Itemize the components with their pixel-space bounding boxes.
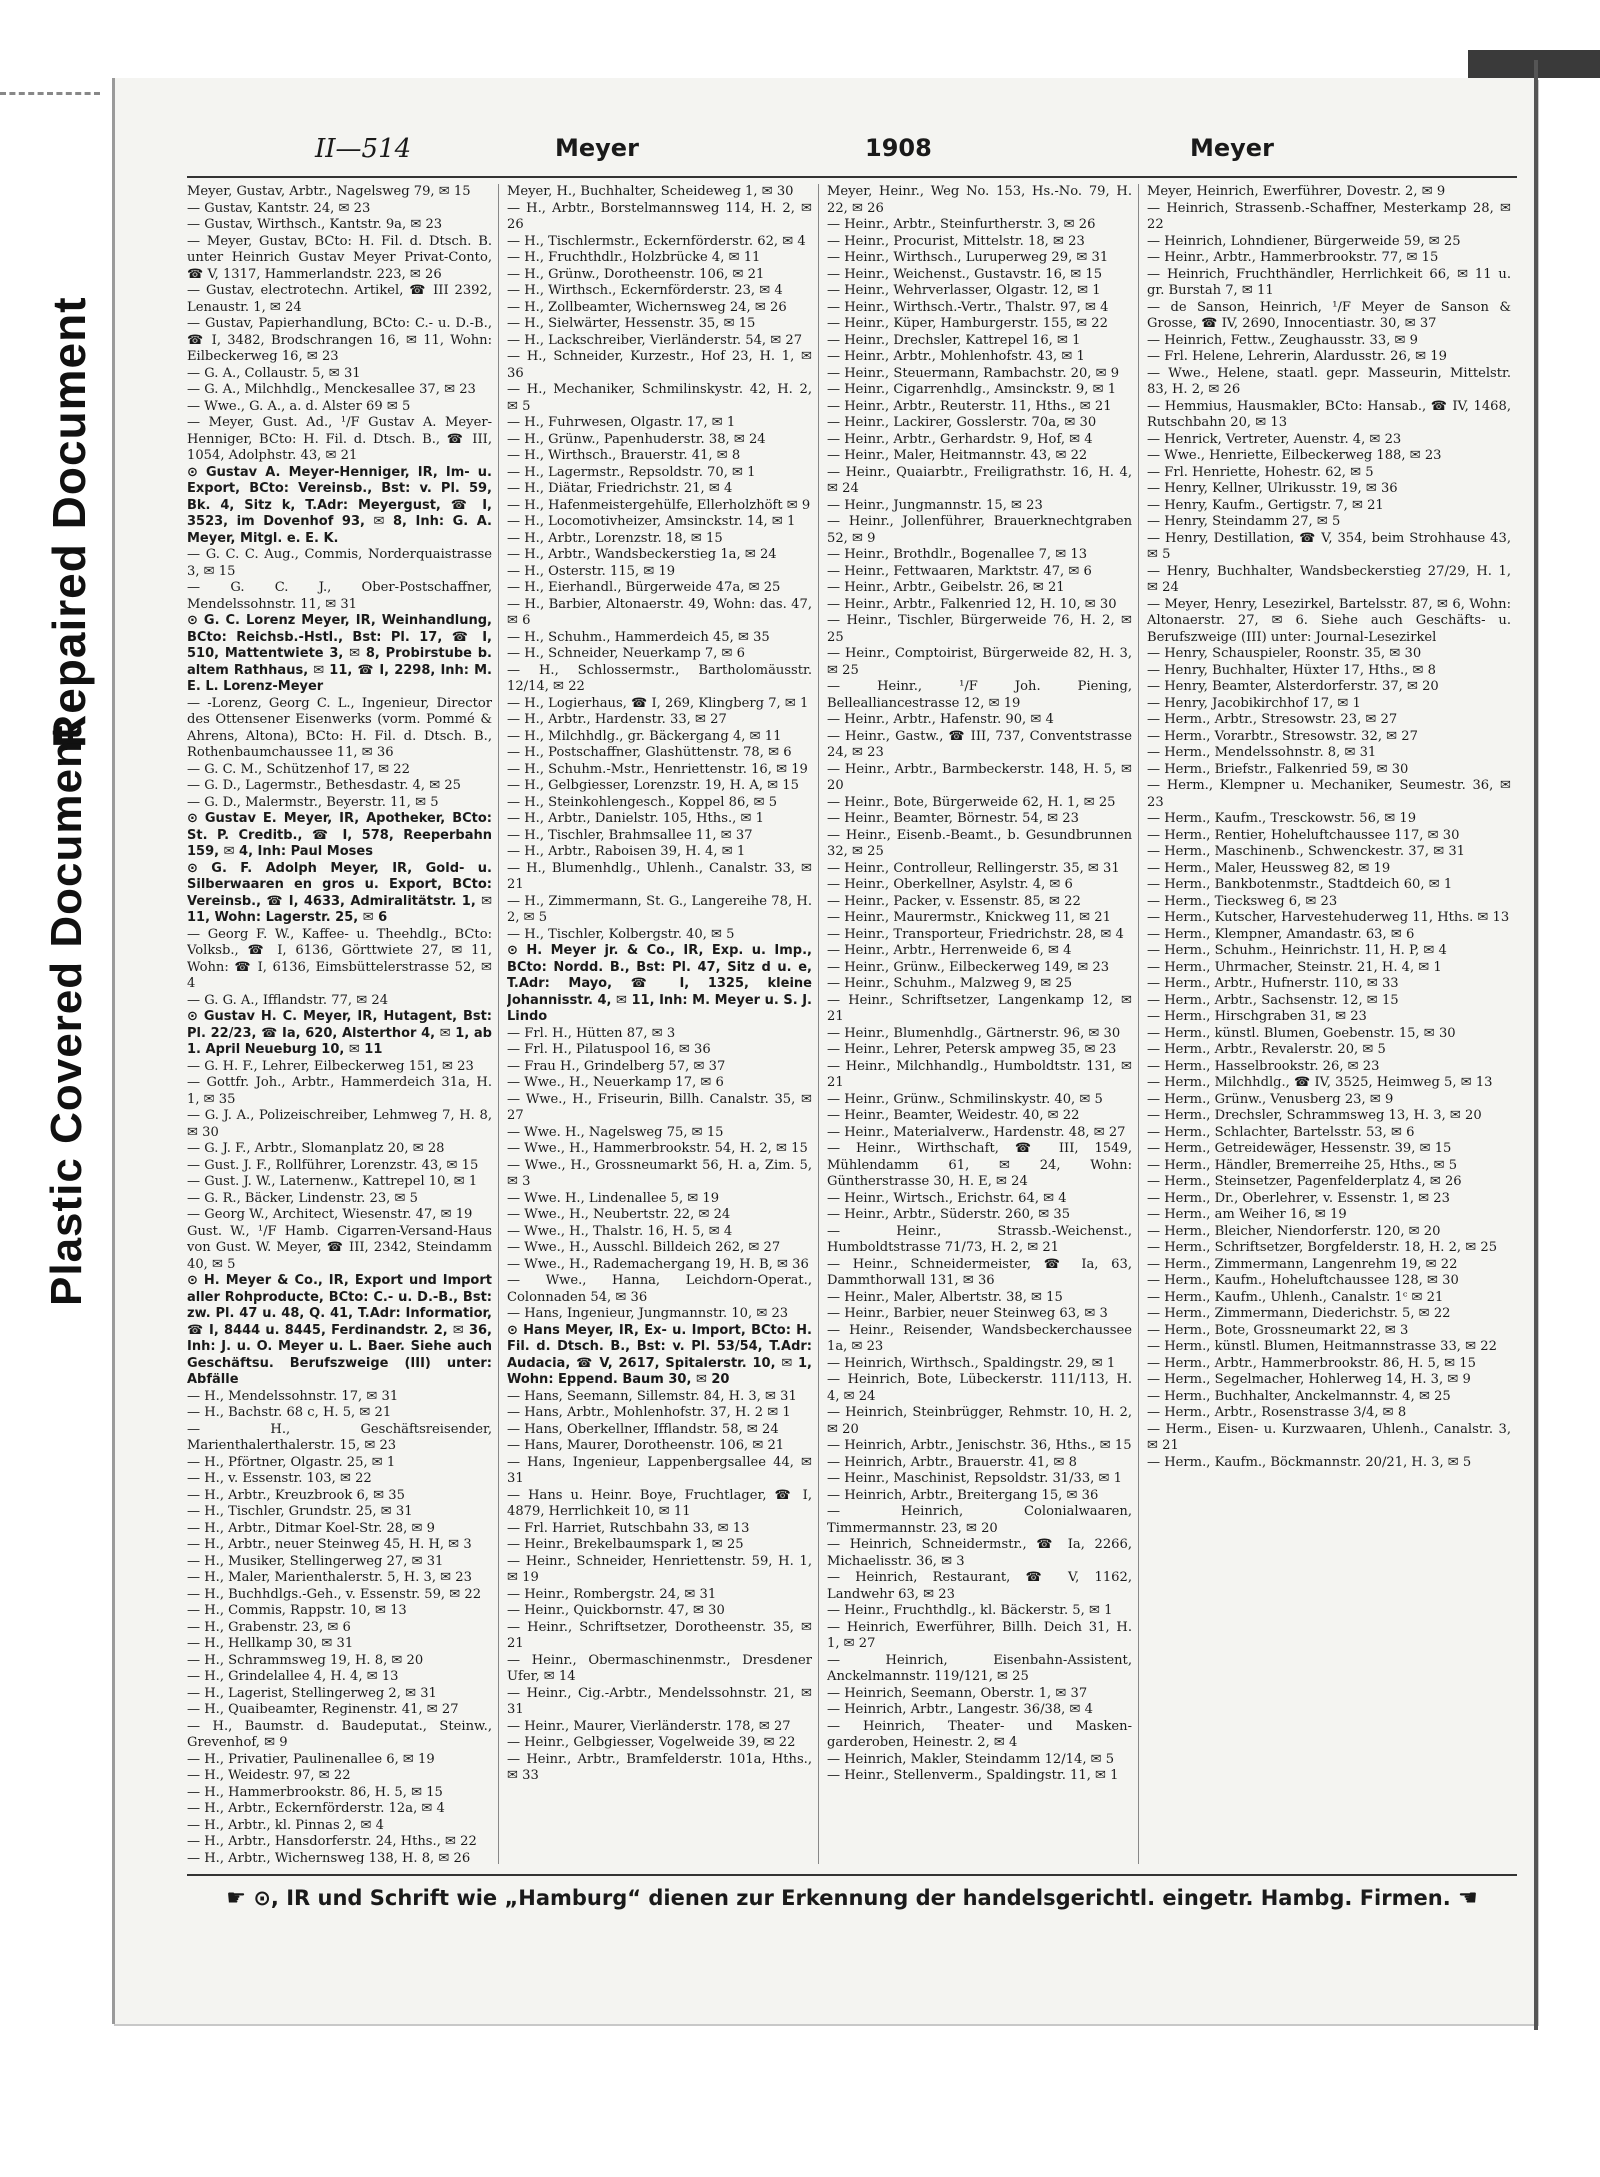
- directory-entry: — Heinr., Comptoirist, Bürgerweide 82, H. 3, ✉ 25: [827, 646, 1132, 678]
- directory-entry: — Frl. Helene, Lehrerin, Alardusstr. 26, ✉ 19: [1147, 349, 1447, 364]
- directory-entry: — Heinr., Barbier, neuer Steinweg 63, ✉ 3: [827, 1306, 1108, 1321]
- directory-entry: — Herm., Briefstr., Falkenried 59, ✉ 30: [1147, 761, 1409, 777]
- directory-entry: — Gustav, Wirthsch., Kantstr. 9a, ✉ 23: [187, 217, 443, 232]
- directory-entry: — Heinr., Eisenb.-Beamt., b. Gesundbrunnen 32, ✉ 25: [827, 827, 1132, 859]
- directory-entry: — Heinr., Schriftsetzer, Langenkamp 12, ✉ 21: [827, 992, 1132, 1024]
- directory-entry: — Frl. Henriette, Hohestr. 62, ✉ 5: [1147, 464, 1374, 480]
- directory-entry: — Henry, Beamter, Alsterdorferstr. 37, ✉ 20: [1147, 679, 1439, 694]
- directory-entry: — Gust. J. F., Rollführer, Lorenzstr. 43, ✉ 15: [187, 1157, 479, 1173]
- header-left-word: Meyer: [555, 134, 639, 162]
- directory-entry: — Heinr., Brothdlr., Bogenallee 7, ✉ 13: [827, 547, 1088, 562]
- directory-entry: — Henry, Buchhalter, Hüxter 17, Hths., ✉ 8: [1147, 662, 1436, 678]
- directory-entry: — Heinr., Reisender, Wandsbeckerchaussee 1a, ✉ 23: [827, 1322, 1132, 1354]
- directory-entry: — Herm., Arbtr., Stresowstr. 23, ✉ 27: [1147, 712, 1398, 727]
- directory-entry: — Herm., am Weiher 16, ✉ 19: [1147, 1207, 1347, 1222]
- directory-entry: — H., v. Essenstr. 103, ✉ 22: [187, 1471, 372, 1486]
- directory-entry: — Frau H., Grindelberg 57, ✉ 37: [507, 1058, 726, 1074]
- directory-entry: — Georg W., Architect, Wiesenstr. 47, ✉ 19: [187, 1207, 473, 1222]
- directory-entry: — Herm., künstl. Blumen, Goebenstr. 15, ✉ 30: [1147, 1025, 1456, 1041]
- directory-entry: — Heinrich, Lohndiener, Bürgerweide 59, ✉ 25: [1147, 233, 1461, 249]
- directory-entry: — Heinrich, Eisenbahn-Assistent, Anckelmannstr. 119/121, ✉ 25: [827, 1652, 1132, 1684]
- directory-entry: — Gustav, electrotechn. Artikel, ☎ III 2392, Lenaustr. 1, ✉ 24: [187, 283, 492, 315]
- directory-entry: — H., Locomotivheizer, Amsinckstr. 14, ✉ 1: [507, 514, 796, 529]
- directory-entry: — Heinr., Rombergstr. 24, ✉ 31: [507, 1586, 717, 1602]
- directory-entry: — H., Arbtr., Kreuzbrook 6, ✉ 35: [187, 1487, 405, 1503]
- directory-entry: — Herm., Kaufm., Uhlenh., Canalstr. 1ᶜ ✉ 21: [1147, 1289, 1444, 1305]
- directory-entry: — Heinr., Obermaschinenmstr., Dresdener Ufer, ✉ 14: [507, 1652, 812, 1684]
- directory-entry: — Heinr., Maurer, Vierländerstr. 178, ✉ 27: [507, 1718, 791, 1734]
- directory-entry: — Wwe., H., Hammerbrookstr. 54, H. 2, ✉ 15: [507, 1141, 808, 1156]
- directory-entry: Gust. W., ¹/F Hamb. Cigarren-Versand-Haus von Gust. W. Meyer, ☎ III, 2342, Steindamm 40, ✉ 5: [187, 1223, 492, 1272]
- directory-entry: — Henrick, Vertreter, Auenstr. 4, ✉ 23: [1147, 431, 1402, 447]
- directory-entry: — Henry, Kaufm., Gertigstr. 7, ✉ 21: [1147, 497, 1384, 513]
- directory-entry: — Herm., Zimmermann, Diederichstr. 5, ✉ 22: [1147, 1306, 1451, 1321]
- directory-entry: — Heinrich, Bote, Lübeckerstr. 111/113, H. 4, ✉ 24: [827, 1372, 1132, 1404]
- directory-entry: — H., Eierhandl., Bürgerweide 47a, ✉ 25: [507, 580, 781, 595]
- directory-entry: Meyer, Gustav, Arbtr., Nagelsweg 79, ✉ 15: [187, 184, 471, 199]
- directory-entry: — Heinr., Procurist, Mittelstr. 18, ✉ 23: [827, 233, 1085, 249]
- directory-entry: — Herm., Arbtr., Revalerstr. 20, ✉ 5: [1147, 1042, 1386, 1057]
- directory-entry: — H., Pförtner, Olgastr. 25, ✉ 1: [187, 1454, 396, 1470]
- directory-entry: — H., Lagermstr., Repsoldstr. 70, ✉ 1: [507, 464, 756, 480]
- directory-entry: — H., Musiker, Stellingerweg 27, ✉ 31: [187, 1553, 444, 1569]
- directory-entry: — Hans u. Heinr. Boye, Fruchtlager, ☎ I, 4879, Herrlichkeit 10, ✉ 11: [507, 1487, 812, 1519]
- column-4: [1147, 184, 1517, 1864]
- directory-entry: — Heinr., Arbtr., Gerhardstr. 9, Hof, ✉ 4: [827, 431, 1093, 447]
- directory-entry: — Heinr., Wirthschaft, ☎ III, 1549, Mühlendamm 61, ✉ 24, Wohn: Güntherstrasse 30, H. E, ✉ 24: [827, 1141, 1132, 1189]
- directory-entry: — Henry, Steindamm 27, ✉ 5: [1147, 514, 1341, 529]
- directory-entry: — Henry, Kellner, Ulrikusstr. 19, ✉ 36: [1147, 481, 1398, 496]
- directory-entry: — Herm., Klempner u. Mechaniker, Seumestr. 36, ✉ 23: [1147, 778, 1511, 810]
- directory-entry: — H., Schneider, Kurzestr., Hof 23, H. 1, ✉ 36: [507, 349, 812, 381]
- directory-entry: — Herm., Hasselbrookstr. 26, ✉ 23: [1147, 1058, 1380, 1074]
- directory-entry: — H., Steinkohlengesch., Koppel 86, ✉ 5: [507, 794, 778, 810]
- directory-entry: — Heinr., Maurermstr., Knickweg 11, ✉ 21: [827, 910, 1111, 925]
- directory-entry: — Meyer, Gust. Ad., ¹/F Gustav A. Meyer-Henniger, BCto: H. Fil. d. Dtsch. B., ☎ III, 1054, Adolphstr. 43, ✉ 21: [187, 415, 492, 463]
- directory-entry: — Herm., Bleicher, Niendorferstr. 120, ✉ 20: [1147, 1223, 1441, 1239]
- directory-entry: — Herm., Kaufm., Tresckowstr. 56, ✉ 19: [1147, 811, 1417, 826]
- page-right-edge: [1534, 60, 1538, 2030]
- directory-entry: — Hans, Oberkellner, Ifflandstr. 58, ✉ 24: [507, 1421, 779, 1437]
- directory-entry: — G. G. A., Ifflandstr. 77, ✉ 24: [187, 992, 389, 1008]
- directory-entry: — Heinrich, Arbtr., Langestr. 36/38, ✉ 4: [827, 1702, 1093, 1717]
- page-number: II—514: [315, 134, 412, 164]
- directory-entry: — Herm., Vorarbtr., Stresowstr. 32, ✉ 27: [1147, 728, 1418, 744]
- directory-entry: — H., Arbtr., Raboisen 39, H. 4, ✉ 1: [507, 844, 746, 859]
- directory-columns: [187, 184, 1517, 1864]
- directory-entry: — Heinr., Schriftsetzer, Dorotheenstr. 35, ✉ 21: [507, 1619, 812, 1651]
- directory-entry: — H., Barbier, Altonaerstr. 49, Wohn: das. 47, ✉ 6: [507, 596, 812, 628]
- directory-entry: — H., Hafenmeistergehülfe, Ellerholzhöft ✉ 9: [507, 497, 811, 513]
- directory-entry: — Herm., Grünw., Venusberg 23, ✉ 9: [1147, 1091, 1394, 1107]
- directory-entry: — Herm., Milchhdlg., ☎ IV, 3525, Heimweg 5, ✉ 13: [1147, 1075, 1493, 1090]
- side-label-panel: [0, 120, 110, 1306]
- directory-entry: — H., Grabenstr. 23, ✉ 6: [187, 1619, 351, 1635]
- directory-entry: — Gottfr. Joh., Arbtr., Hammerdeich 31a, H. 1, ✉ 35: [187, 1075, 492, 1107]
- directory-entry: — G. H. F., Lehrer, Eilbeckerweg 151, ✉ 23: [187, 1058, 474, 1074]
- directory-entry: — Heinrich, Ewerführer, Billh. Deich 31, H. 1, ✉ 27: [827, 1619, 1132, 1651]
- directory-entry: — Wwe., H., Rademachergang 19, H. B, ✉ 36: [507, 1256, 809, 1272]
- directory-entry: — H., Arbtr., Hansdorferstr. 24, Hths., ✉ 22: [187, 1834, 477, 1849]
- directory-entry: — Wwe., H., Friseurin, Billh. Canalstr. 35, ✉ 27: [507, 1091, 812, 1123]
- directory-entry: — Wwe. H., Nagelsweg 75, ✉ 15: [507, 1124, 724, 1140]
- directory-entry: — Henry, Schauspieler, Roonstr. 35, ✉ 30: [1147, 646, 1422, 661]
- footer-rule: [187, 1874, 1517, 1876]
- directory-entry: — H., Grünw., Dorotheenstr. 106, ✉ 21: [507, 266, 765, 282]
- directory-entry: Meyer, H., Buchhalter, Scheideweg 1, ✉ 30: [507, 184, 794, 199]
- directory-entry: — Heinr., Bote, Bürgerweide 62, H. 1, ✉ 25: [827, 794, 1116, 810]
- directory-entry: — Wwe., G. A., a. d. Alster 69 ✉ 5: [187, 398, 411, 414]
- directory-entry: — Henry, Buchhalter, Wandsbeckerstieg 27/29, H. 1, ✉ 24: [1147, 563, 1511, 595]
- directory-entry: — Wwe., H., Neuerkamp 17, ✉ 6: [507, 1075, 724, 1090]
- directory-entry: — Heinr., Lackirer, Gosslerstr. 70a, ✉ 30: [827, 415, 1097, 430]
- directory-entry: — Heinr., Drechsler, Kattrepel 16, ✉ 1: [827, 332, 1081, 348]
- side-label-plastic-covered: Plastic Covered Document: [42, 724, 91, 1306]
- directory-entry: — G. A., Collaustr. 5, ✉ 31: [187, 365, 361, 381]
- page-footer: [187, 1886, 1517, 1922]
- directory-entry: — G. D., Malermstr., Beyerstr. 11, ✉ 5: [187, 794, 439, 810]
- directory-entry: — Wwe. H., Lindenallee 5, ✉ 19: [507, 1190, 720, 1206]
- directory-entry: — H., Schuhm., Hammerdeich 45, ✉ 35: [507, 629, 770, 645]
- directory-entry: — Wwe., H., Grossneumarkt 56, H. a, Zim. 5, ✉ 3: [507, 1157, 812, 1189]
- directory-entry: — Heinr., Fettwaaren, Marktstr. 47, ✉ 6: [827, 563, 1092, 579]
- directory-entry: — Heinr., Schneidermeister, ☎ Ia, 63, Dammthorwall 131, ✉ 36: [827, 1256, 1132, 1288]
- directory-entry: — H., Blumenhdlg., Uhlenh., Canalstr. 33, ✉ 21: [507, 860, 812, 892]
- directory-entry: — Heinr., Arbtr., Mohlenhofstr. 43, ✉ 1: [827, 349, 1085, 364]
- directory-entry: — Heinr., Küper, Hamburgerstr. 155, ✉ 22: [827, 316, 1108, 331]
- dashed-edge-marker: [0, 92, 100, 95]
- directory-entry: — Heinr., Wirthsch.-Vertr., Thalstr. 97, ✉ 4: [827, 299, 1109, 315]
- directory-entry: — H., Zollbeamter, Wichernsweg 24, ✉ 26: [507, 299, 787, 315]
- directory-entry: — Heinr., Controlleur, Rellingerstr. 35, ✉ 31: [827, 860, 1120, 876]
- directory-entry: — Heinrich, Steinbrügger, Rehmstr. 10, H. 2, ✉ 20: [827, 1405, 1132, 1437]
- directory-entry: — Heinr., Weichenst., Gustavstr. 16, ✉ 15: [827, 266, 1103, 282]
- directory-entry: — H., Lagerist, Stellingerweg 2, ✉ 31: [187, 1685, 437, 1701]
- directory-entry: — H., Maler, Marienthalerstr. 5, H. 3, ✉ 23: [187, 1570, 472, 1585]
- directory-entry: ⊙ G. F. Adolph Meyer, IR, Gold- u. Silberwaaren en gros u. Export, BCto: Vereinsb., ☎ I, 4633, Admiralitätstr. 1, ✉ 11, Wohn: Lagerstr. 25, ✉ 6: [187, 860, 492, 925]
- directory-entry: — Heinrich, Fettw., Zeughausstr. 33, ✉ 9: [1147, 332, 1418, 348]
- directory-entry: — H., Schuhm.-Mstr., Henriettenstr. 16, ✉ 19: [507, 761, 808, 777]
- directory-entry: — H., Milchhdlg., gr. Bäckergang 4, ✉ 11: [507, 728, 782, 744]
- directory-entry: — G. C. M., Schützenhof 17, ✉ 22: [187, 761, 410, 777]
- directory-entry: — Herm., Mendelssohnstr. 8, ✉ 31: [1147, 745, 1377, 760]
- directory-entry: — H., Geschäftsreisender, Marienthalerthalerstr. 15, ✉ 23: [187, 1421, 492, 1453]
- directory-entry: — H., Grindelallee 4, H. 4, ✉ 13: [187, 1669, 399, 1684]
- directory-entry: — Herm., Tiecksweg 6, ✉ 23: [1147, 893, 1338, 909]
- directory-entry: — Herm., Rentier, Hoheluftchaussee 117, ✉ 30: [1147, 827, 1460, 843]
- directory-entry: — H., Schneider, Neuerkamp 7, ✉ 6: [507, 646, 746, 661]
- directory-entry: — Heinr., Grünw., Schmilinskystr. 40, ✉ 5: [827, 1091, 1103, 1107]
- directory-entry: — Heinr., Maler, Albertstr. 38, ✉ 15: [827, 1289, 1063, 1305]
- directory-page: [112, 78, 1537, 2024]
- directory-entry: — Gustav, Papierhandlung, BCto: C.- u. D.-B., ☎ I, 3482, Brodschrangen 16, ✉ 11, Wohn: Eilbeckerweg 16, ✉ 23: [187, 316, 492, 364]
- directory-entry: — Heinr., Maschinist, Repsoldstr. 31/33, ✉ 1: [827, 1471, 1122, 1486]
- directory-entry: — Heinrich, Theater- und Masken-garderoben, Heinestr. 2, ✉ 4: [827, 1718, 1132, 1750]
- directory-entry: Meyer, Heinrich, Ewerführer, Dovestr. 2, ✉ 9: [1147, 184, 1446, 199]
- directory-entry: — H., Grünw., Papenhuderstr. 38, ✉ 24: [507, 431, 766, 447]
- directory-entry: — Heinr., Schuhm., Malzweg 9, ✉ 25: [827, 976, 1073, 991]
- directory-entry: — H., Arbtr., kl. Pinnas 2, ✉ 4: [187, 1817, 384, 1833]
- directory-entry: — Heinr., Steuermann, Rambachstr. 20, ✉ 9: [827, 365, 1120, 381]
- directory-entry: — H., Fuhrwesen, Olgastr. 17, ✉ 1: [507, 415, 736, 430]
- directory-entry: — H., Schlossermstr., Bartholomäusstr. 12/14, ✉ 22: [507, 662, 812, 694]
- directory-entry: — H., Osterstr. 115, ✉ 19: [507, 563, 676, 579]
- directory-entry: — Gustav, Kantstr. 24, ✉ 23: [187, 200, 371, 216]
- directory-entry: — Heinrich, Fruchthändler, Herrlichkeit 66, ✉ 11 u. gr. Burstah 7, ✉ 11: [1147, 266, 1511, 298]
- directory-entry: — Herm., Dr., Oberlehrer, v. Essenstr. 1, ✉ 23: [1147, 1190, 1450, 1206]
- directory-entry: — Heinr., Tischler, Bürgerweide 76, H. 2, ✉ 25: [827, 613, 1132, 645]
- directory-entry: — H., Tischler, Kolbergstr. 40, ✉ 5: [507, 926, 735, 942]
- directory-entry: — Herm., Klempner, Amandastr. 63, ✉ 6: [1147, 926, 1415, 942]
- directory-entry: — Heinr., Wehrverlasser, Olgastr. 12, ✉ 1: [827, 283, 1101, 298]
- directory-entry: — Heinr., Arbtr., Bramfelderstr. 101a, Hths., ✉ 33: [507, 1751, 812, 1783]
- directory-entry: ⊙ G. C. Lorenz Meyer, IR, Weinhandlung, BCto: Reichsb.-Hstl., Bst: Pl. 17, ☎ I, 510, Mattentwiete 3, ✉ 8, Probirstube b. altem Rathhaus, ✉ 11, ☎ I, 2298, Inh: M. E. L. Lorenz-Meyer: [187, 613, 492, 694]
- footer-note: ⊙, IR und Schrift wie „Hamburg“ dienen zur Erkennung der handelsgerichtl. eingetr. Hambg. Firmen.: [253, 1886, 1451, 1910]
- column-1: [187, 184, 499, 1864]
- directory-entry: — Heinr., Arbtr., Steinfurtherstr. 3, ✉ 26: [827, 217, 1096, 232]
- directory-entry: — Georg F. W., Kaffee- u. Theehdlg., BCto: Volksb., ☎ I, 6136, Görttwiete 27, ✉ 11, Wohn: ☎ I, 6136, Eimsbüttelerstrasse 52, ✉ 4: [187, 926, 492, 991]
- directory-entry: Meyer, Heinr., Weg No. 153, Hs.-No. 79, H. 22, ✉ 26: [827, 184, 1132, 216]
- directory-entry: — H., Quaibeamter, Reginenstr. 41, ✉ 27: [187, 1702, 459, 1717]
- directory-entry: — Herm., Schuhm., Heinrichstr. 11, H. P, ✉ 4: [1147, 943, 1447, 958]
- directory-entry: — Heinrich, Restaurant, ☎ V, 1162, Landwehr 63, ✉ 23: [827, 1570, 1132, 1602]
- directory-entry: — de Sanson, Heinrich, ¹/F Meyer de Sanson & Grosse, ☎ IV, 2690, Innocentiastr. 30, ✉ 37: [1147, 299, 1511, 331]
- directory-entry: — Henry, Destillation, ☎ V, 354, beim Strohhause 43, ✉ 5: [1147, 530, 1511, 562]
- directory-entry: — Herm., Händler, Bremerreihe 25, Hths., ✉ 5: [1147, 1157, 1458, 1173]
- directory-entry: — Heinr., Stellenverm., Spaldingstr. 11, ✉ 1: [827, 1768, 1119, 1783]
- directory-entry: — Hans, Arbtr., Mohlenhofstr. 37, H. 2 ✉ 1: [507, 1405, 791, 1420]
- directory-entry: — Heinr., Lehrer, Petersk ampweg 35, ✉ 23: [827, 1042, 1117, 1057]
- directory-entry: — Heinrich, Strassenb.-Schaffner, Mesterkamp 28, ✉ 22: [1147, 200, 1511, 232]
- directory-entry: — Herm., Arbtr., Hammerbrookstr. 86, H. 5, ✉ 15: [1147, 1355, 1476, 1371]
- directory-entry: — Heinr., Arbtr., Herrenweide 6, ✉ 4: [827, 943, 1072, 958]
- directory-entry: — Herm., Segelmacher, Hohlerweg 14, H. 3, ✉ 9: [1147, 1372, 1471, 1387]
- directory-entry: — H., Arbtr., Hardenstr. 33, ✉ 27: [507, 712, 727, 727]
- directory-entry: ⊙ Gustav H. C. Meyer, IR, Hutagent, Bst: Pl. 22/23, ☎ Ia, 620, Alsterthor 4, ✉ 1, ab 1. April Neueburg 10, ✉ 11: [187, 1009, 492, 1057]
- directory-entry: — H., Logierhaus, ☎ I, 269, Klingberg 7, ✉ 1: [507, 695, 809, 711]
- directory-entry: — Wwe., Helene, staatl. gepr. Masseurin, Mittelstr. 83, H. 2, ✉ 26: [1147, 365, 1511, 397]
- header-rule: [187, 176, 1517, 178]
- directory-entry: — Gust. J. W., Laternenw., Kattrepel 10, ✉ 1: [187, 1174, 478, 1189]
- directory-entry: — Heinr., Quickbornstr. 47, ✉ 30: [507, 1603, 725, 1618]
- directory-entry: — Heinr., Cig.-Arbtr., Mendelssohnstr. 21, ✉ 31: [507, 1685, 812, 1717]
- directory-entry: — Heinr., Transporteur, Friedrichstr. 28, ✉ 4: [827, 926, 1124, 942]
- directory-entry: — Heinrich, Arbtr., Brauerstr. 41, ✉ 8: [827, 1454, 1077, 1470]
- directory-entry: — Heinr., Strassb.-Weichenst., Humboldtstrasse 71/73, H. 2, ✉ 21: [827, 1223, 1132, 1255]
- directory-entry: ⊙ H. Meyer jr. & Co., IR, Exp. u. Imp., BCto: Nordd. B., Bst: Pl. 47, Sitz d u. e, T.Adr: Mayo, ☎ I, 1325, kleine Johannisstr. 4, ✉ 11, Inh: M. Meyer u. S. J. Lindo: [507, 943, 812, 1024]
- column-3: [827, 184, 1139, 1864]
- directory-entry: — Heinr., Fruchthdlg., kl. Bäckerstr. 5, ✉ 1: [827, 1603, 1113, 1618]
- directory-entry: — H., Arbtr., Lorenzstr. 18, ✉ 15: [507, 530, 723, 546]
- directory-entry: — Herm., Maler, Heussweg 82, ✉ 19: [1147, 860, 1391, 876]
- directory-entry: — G. D., Lagermstr., Bethesdastr. 4, ✉ 25: [187, 778, 461, 793]
- directory-entry: — H., Privatier, Paulinenallee 6, ✉ 19: [187, 1751, 435, 1767]
- directory-entry: — Heinr., Arbtr., Süderstr. 260, ✉ 35: [827, 1207, 1071, 1222]
- directory-entry: — Frl. H., Hütten 87, ✉ 3: [507, 1025, 676, 1041]
- directory-entry: — Heinr., Arbtr., Reuterstr. 11, Hths., ✉ 21: [827, 398, 1112, 414]
- directory-entry: — Herm., Zimmermann, Langenrehm 19, ✉ 22: [1147, 1256, 1458, 1272]
- directory-entry: ⊙ Hans Meyer, IR, Ex- u. Import, BCto: H. Fil. d. Dtsch. B., Bst: v. Pl. 53/54, T.Adr: Audacia, ☎ V, 2617, Spitalerstr. 10, ✉ 1, Wohn: Eppend. Baum 30, ✉ 20: [507, 1322, 812, 1387]
- directory-entry: — G. J. A., Polizeischreiber, Lehmweg 7, H. 8, ✉ 30: [187, 1108, 492, 1140]
- directory-entry: — Heinr., Blumenhdlg., Gärtnerstr. 96, ✉ 30: [827, 1025, 1121, 1041]
- directory-entry: — G. C. J., Ober-Postschaffner, Mendelssohnstr. 11, ✉ 31: [187, 580, 492, 612]
- directory-entry: — H., Lackschreiber, Vierländerstr. 54, ✉ 27: [507, 332, 803, 348]
- directory-entry: — H., Arbtr., neuer Steinweg 45, H. H, ✉ 3: [187, 1537, 472, 1552]
- directory-entry: — Heinrich, Seemann, Oberstr. 1, ✉ 37: [827, 1685, 1088, 1701]
- directory-entry: — H., Zimmermann, St. G., Langereihe 78, H. 2, ✉ 5: [507, 893, 812, 925]
- directory-entry: — Heinr., Arbtr., Barmbeckerstr. 148, H. 5, ✉ 20: [827, 761, 1132, 793]
- directory-entry: — H., Arbtr., Wandsbeckerstieg 1a, ✉ 24: [507, 547, 777, 562]
- directory-entry: — Herm., Drechsler, Schrammsweg 13, H. 3, ✉ 20: [1147, 1108, 1482, 1123]
- directory-entry: — Herm., Maschinenb., Schwenckestr. 37, ✉ 31: [1147, 844, 1466, 859]
- directory-entry: ⊙ H. Meyer & Co., IR, Export und Import aller Rohproducte, BCto: C.- u. D.-B., Bst: zw. Pl. 47 u. 48, Q. 41, T.Adr: Informatior, ☎ I, 8444 u. 8445, Ferdinandstr. 2, ✉ 36, Inh: J. u. O. Meyer u. L. Baer. Siehe auch Geschäftsu. Berufszweige (III) unter: Abfälle: [187, 1273, 492, 1387]
- directory-entry: — Herm., Kaufm., Böckmannstr. 20/21, H. 3, ✉ 5: [1147, 1454, 1472, 1470]
- directory-entry: — H., Tischlermstr., Eckernförderstr. 62, ✉ 4: [507, 233, 806, 249]
- directory-entry: — Herm., Uhrmacher, Steinstr. 21, H. 4, ✉ 1: [1147, 959, 1442, 975]
- directory-entry: — Heinr., Wirtsch., Erichstr. 64, ✉ 4: [827, 1190, 1067, 1206]
- directory-entry: — H., Hellkamp 30, ✉ 31: [187, 1636, 354, 1651]
- directory-entry: — Wwe., H., Ausschl. Billdeich 262, ✉ 27: [507, 1240, 781, 1255]
- directory-entry: — Wwe., Hanna, Leichdorn-Operat., Colonnaden 54, ✉ 36: [507, 1273, 812, 1305]
- directory-entry: — Heinr., Maler, Heitmannstr. 43, ✉ 22: [827, 448, 1088, 463]
- directory-entry: — H., Diätar, Friedrichstr. 21, ✉ 4: [507, 481, 733, 496]
- page-header: [205, 134, 1535, 174]
- directory-entry: — Herm., Buchhalter, Anckelmannstr. 4, ✉ 25: [1147, 1388, 1451, 1404]
- directory-entry: — Heinrich, Arbtr., Jenischstr. 36, Hths., ✉ 15: [827, 1438, 1132, 1453]
- directory-entry: — Hans, Maurer, Dorotheenstr. 106, ✉ 21: [507, 1438, 785, 1453]
- directory-entry: — Heinrich, Schneidermstr., ☎ Ia, 2266, Michaelisstr. 36, ✉ 3: [827, 1537, 1132, 1569]
- directory-entry: — H., Schrammsweg 19, H. 8, ✉ 20: [187, 1652, 424, 1668]
- directory-entry: ⊙ Gustav E. Meyer, IR, Apotheker, BCto: St. P. Creditb., ☎ I, 578, Reeperbahn 159, ✉ 4, Inh: Paul Moses: [187, 811, 492, 859]
- directory-entry: — Heinr., Gelbgiesser, Vogelweide 39, ✉ 22: [507, 1735, 796, 1750]
- directory-entry: — Frl. Harriet, Rutschbahn 33, ✉ 13: [507, 1520, 750, 1536]
- directory-entry: — Herm., Schriftsetzer, Borgfelderstr. 18, H. 2, ✉ 25: [1147, 1240, 1498, 1255]
- directory-entry: — G. R., Bäcker, Lindenstr. 23, ✉ 5: [187, 1190, 418, 1206]
- directory-entry: — Heinr., Wirthsch., Luruperweg 29, ✉ 31: [827, 250, 1109, 265]
- directory-entry: — H., Arbtr., Wichernsweg 138, H. 8, ✉ 26: [187, 1850, 471, 1864]
- directory-entry: — Hans, Ingenieur, Jungmannstr. 10, ✉ 23: [507, 1306, 789, 1321]
- directory-entry: — Henry, Jacobikirchhof 17, ✉ 1: [1147, 695, 1361, 711]
- directory-entry: — Herm., Steinsetzer, Pagenfelderplatz 4, ✉ 26: [1147, 1174, 1462, 1189]
- directory-entry: — H., Arbtr., Borstelmannsweg 114, H. 2, ✉ 26: [507, 200, 812, 232]
- directory-entry: — -Lorenz, Georg C. L., Ingenieur, Director des Ottensener Eisenwerks (vorm. Pommé & Ahrens, Altona), BCto: H. Fil. d. Dtsch. B., Rothenbaumchaussee 11, ✉ 36: [187, 695, 492, 760]
- directory-entry: — Herm., Kaufm., Hoheluftchaussee 128, ✉ 30: [1147, 1273, 1459, 1288]
- directory-entry: — Heinrich, Wirthsch., Spaldingstr. 29, ✉ 1: [827, 1355, 1116, 1371]
- directory-entry: — Heinr., Arbtr., Geibelstr. 26, ✉ 21: [827, 580, 1065, 595]
- directory-entry: — H., Fruchthdlr., Holzbrücke 4, ✉ 11: [507, 250, 761, 265]
- directory-entry: — Herm., Arbtr., Rosenstrasse 3/4, ✉ 8: [1147, 1405, 1407, 1420]
- directory-entry: — Herm., Schlachter, Bartelsstr. 53, ✉ 6: [1147, 1124, 1415, 1140]
- directory-entry: — Hemmius, Hausmakler, BCto: Hansab., ☎ IV, 1468, Rutschbahn 20, ✉ 13: [1147, 398, 1511, 430]
- directory-entry: — Heinr., Jollenführer, Brauerknechtgraben 52, ✉ 9: [827, 514, 1132, 546]
- directory-entry: — H., Tischler, Brahmsallee 11, ✉ 37: [507, 827, 753, 843]
- column-2: [507, 184, 819, 1864]
- directory-entry: — Heinr., Beamter, Börnestr. 54, ✉ 23: [827, 811, 1079, 826]
- directory-entry: — H., Mendelssohnstr. 17, ✉ 31: [187, 1388, 399, 1404]
- directory-entry: — H., Bachstr. 68 c, H. 5, ✉ 21: [187, 1405, 392, 1420]
- directory-entry: — Heinr., Gastw., ☎ III, 737, Conventstrasse 24, ✉ 23: [827, 728, 1132, 760]
- directory-entry: — G. A., Milchhdlg., Menckesallee 37, ✉ 23: [187, 382, 476, 397]
- pointing-hand-left-icon: ☛: [226, 1886, 247, 1911]
- directory-entry: — H., Weidestr. 97, ✉ 22: [187, 1768, 351, 1783]
- directory-entry: — H., Baumstr. d. Baudeputat., Steinw., Grevenhof, ✉ 9: [187, 1718, 492, 1750]
- directory-entry: — Heinr., Quaiarbtr., Freiligrathstr. 16, H. 4, ✉ 24: [827, 464, 1132, 496]
- directory-entry: ⊙ Gustav A. Meyer-Henniger, IR, Im- u. Export, BCto: Vereinsb., Bst: v. Pl. 59, Bk. 4, Sitz k, T.Adr: Meyergust, ☎ I, 3523, im Dovenhof 93, ✉ 8, Inh: G. A. Meyer, Mitgl. e. E. K.: [187, 464, 492, 546]
- side-label-repaired: Repaired Document: [43, 296, 95, 748]
- directory-entry: — H., Tischler, Grundstr. 25, ✉ 31: [187, 1504, 413, 1519]
- directory-entry: — Heinrich, Makler, Steindamm 12/14, ✉ 5: [827, 1751, 1115, 1767]
- directory-entry: — H., Arbtr., Eckernförderstr. 12a, ✉ 4: [187, 1801, 445, 1816]
- directory-entry: — H., Mechaniker, Schmilinskystr. 42, H. 2, ✉ 5: [507, 382, 812, 414]
- directory-entry: — Heinr., Materialverw., Hardenstr. 48, ✉ 27: [827, 1124, 1126, 1140]
- directory-entry: — Heinr., Cigarrenhdlg., Amsinckstr. 9, ✉ 1: [827, 382, 1117, 397]
- pointing-hand-right-icon: ☚: [1457, 1886, 1478, 1911]
- directory-entry: — Herm., Arbtr., Hufnerstr. 110, ✉ 33: [1147, 976, 1399, 991]
- directory-entry: — Hans, Seemann, Sillemstr. 84, H. 3, ✉ 31: [507, 1388, 797, 1404]
- directory-entry: — Heinr., ¹/F Joh. Piening, Bellealliancestrasse 12, ✉ 19: [827, 679, 1132, 711]
- directory-entry: — Heinr., Arbtr., Hafenstr. 90, ✉ 4: [827, 712, 1054, 727]
- directory-entry: — Wwe., Henriette, Eilbeckerweg 188, ✉ 23: [1147, 448, 1442, 463]
- directory-entry: — Herm., Kutscher, Harvestehuderweg 11, Hths. ✉ 13: [1147, 910, 1510, 925]
- directory-entry: — H., Gelbgiesser, Lorenzstr. 19, H. A, ✉ 15: [507, 778, 799, 793]
- directory-entry: — G. J. F., Arbtr., Slomanplatz 20, ✉ 28: [187, 1141, 445, 1156]
- directory-entry: — H., Sielwärter, Hessenstr. 35, ✉ 15: [507, 316, 756, 331]
- header-right-word: Meyer: [1190, 134, 1274, 162]
- directory-entry: — Heinrich, Arbtr., Breitergang 15, ✉ 36: [827, 1487, 1099, 1503]
- directory-entry: — Frl. H., Pilatuspool 16, ✉ 36: [507, 1042, 711, 1057]
- directory-entry: — H., Commis, Rappstr. 10, ✉ 13: [187, 1603, 407, 1618]
- directory-entry: — Meyer, Henry, Lesezirkel, Bartelsstr. 87, ✉ 6, Wohn: Altonaerstr. 27, ✉ 6. Siehe auch Geschäfts- u. Berufszweige (III) unter: Journal-Lesezirkel: [1147, 596, 1511, 645]
- directory-entry: — Heinr., Grünw., Eilbeckerweg 149, ✉ 23: [827, 959, 1110, 975]
- directory-entry: — Meyer, Gustav, BCto: H. Fil. d. Dtsch. B. unter Heinrich Gustav Meyer Privat-Conto, ☎ V, 1317, Hammerlandstr. 223, ✉ 26: [187, 233, 492, 282]
- directory-entry: — Hans, Ingenieur, Lappenbergsallee 44, ✉ 31: [507, 1454, 812, 1486]
- directory-entry: — Herm., Arbtr., Sachsenstr. 12, ✉ 15: [1147, 992, 1399, 1008]
- directory-entry: — Heinr., Milchhandlg., Humboldtstr. 131, ✉ 21: [827, 1058, 1132, 1090]
- directory-entry: — Heinrich, Colonialwaaren, Timmermannstr. 23, ✉ 20: [827, 1504, 1132, 1536]
- directory-entry: — Heinr., Brekelbaumspark 1, ✉ 25: [507, 1537, 744, 1552]
- directory-entry: — H., Buchhdlgs.-Geh., v. Essenstr. 59, ✉ 22: [187, 1586, 482, 1602]
- directory-entry: — H., Arbtr., Danielstr. 105, Hths., ✉ 1: [507, 811, 764, 826]
- directory-entry: — Herm., Bankbotenmstr., Stadtdeich 60, ✉ 1: [1147, 877, 1453, 892]
- directory-entry: — G. C. C. Aug., Commis, Norderquaistrasse 3, ✉ 15: [187, 547, 492, 579]
- directory-entry: — H., Wirthsch., Eckernförderstr. 23, ✉ 4: [507, 283, 783, 298]
- directory-entry: — Wwe., H., Thalstr. 16, H. 5, ✉ 4: [507, 1223, 733, 1239]
- directory-entry: — Heinr., Jungmannstr. 15, ✉ 23: [827, 497, 1043, 513]
- directory-entry: — Wwe., H., Neubertstr. 22, ✉ 24: [507, 1207, 731, 1222]
- directory-entry: — Herm., Getreidewäger, Hessenstr. 39, ✉ 15: [1147, 1141, 1452, 1156]
- directory-entry: — Heinr., Arbtr., Falkenried 12, H. 10, ✉ 30: [827, 596, 1117, 612]
- header-year: 1908: [865, 134, 932, 162]
- directory-entry: — Herm., Hirschgraben 31, ✉ 23: [1147, 1009, 1367, 1024]
- directory-entry: — H., Postschaffner, Glashüttenstr. 78, ✉ 6: [507, 745, 792, 760]
- directory-entry: — Heinr., Oberkellner, Asylstr. 4, ✉ 6: [827, 877, 1073, 892]
- directory-entry: — H., Wirthsch., Brauerstr. 41, ✉ 8: [507, 448, 741, 463]
- directory-entry: — Herm., Bote, Grossneumarkt 22, ✉ 3: [1147, 1322, 1409, 1338]
- directory-entry: — Heinr., Packer, v. Essenstr. 85, ✉ 22: [827, 893, 1081, 909]
- directory-entry: — H., Hammerbrookstr. 86, H. 5, ✉ 15: [187, 1784, 443, 1800]
- directory-entry: — Heinr., Arbtr., Hammerbrookstr. 77, ✉ 15: [1147, 250, 1439, 265]
- directory-entry: — H., Arbtr., Ditmar Koel-Str. 28, ✉ 9: [187, 1520, 435, 1536]
- directory-entry: — Heinr., Beamter, Weidestr. 40, ✉ 22: [827, 1108, 1080, 1123]
- directory-entry: — Herm., künstl. Blumen, Heitmannstrasse 33, ✉ 22: [1147, 1339, 1497, 1354]
- directory-entry: — Herm., Eisen- u. Kurzwaaren, Uhlenh., Canalstr. 3, ✉ 21: [1147, 1421, 1511, 1453]
- directory-entry: — Heinr., Schneider, Henriettenstr. 59, H. 1, ✉ 19: [507, 1553, 812, 1585]
